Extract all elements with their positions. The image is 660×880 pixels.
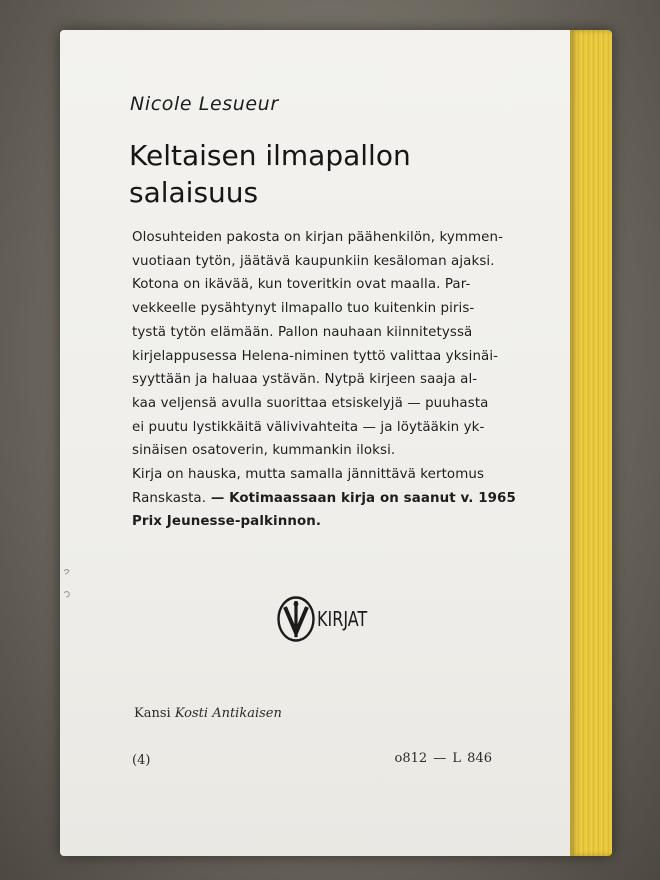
description-line: syyttään ja haluaa ystävän. Nytpä kirjeen saaja al- <box>132 372 478 388</box>
book-title <box>129 137 549 211</box>
title-line: salaisuus <box>129 176 259 209</box>
closing-text-regular: Ranskasta. <box>132 490 207 506</box>
description-line: vuotiaan tytön, jäätävä kaupunkiin kesäloman ajaksi. <box>132 253 495 269</box>
closing-line: Kirja on hauska, mutta samalla jännittävä kertomus <box>132 467 485 483</box>
cover-credit-prefix: Kansi <box>134 706 171 721</box>
publisher-logo-text: KIRJAT <box>317 607 368 631</box>
title-line: Keltaisen ilmapallon <box>129 139 411 172</box>
description-line: Olosuhteiden pakosta on kirjan päähenkilön, kymmen- <box>132 230 504 245</box>
publisher-emblem-icon <box>276 595 316 643</box>
description-line: ei puutu lystikkäitä välivivahteita — ja löytääkin yk- <box>132 419 485 435</box>
book-back-cover <box>60 30 612 856</box>
publisher-logo <box>276 595 380 643</box>
book-spine <box>570 30 612 856</box>
description-line: kirjelappusessa Helena-niminen tyttö valittaa yksinäi- <box>132 348 499 364</box>
award-text: — Kotimaassaan kirja on saanut v. 1965 <box>206 490 516 506</box>
pencil-mark <box>60 565 74 605</box>
description-line: tystä tytön elämään. Pallon nauhaan kiinnitetyssä <box>132 324 473 340</box>
description-line: kaa veljensä avulla suorittaa etsiskelyjä — puuhasta <box>132 395 489 411</box>
description-line: vekkeelle pysähtynyt ilmapallo tuo kuitenkin piris- <box>132 301 475 317</box>
author-name: Nicole Lesueur <box>130 93 279 115</box>
description-line: sinäisen osatoverin, kummankin iloksi. <box>132 443 396 459</box>
description-text <box>132 226 560 534</box>
volume-number: (4) <box>132 753 151 768</box>
cover-artist-name: Kosti Antikaisen <box>174 706 282 721</box>
cover-paper <box>60 30 570 856</box>
closing-line <box>132 487 560 511</box>
catalog-code: o812 — L 846 <box>394 751 492 766</box>
cover-credit <box>134 706 282 721</box>
description-line: Kotona on ikävää, kun toveritkin ovat maalla. Par- <box>132 277 471 293</box>
award-name: Prix Jeunesse-palkinnon. <box>132 514 322 530</box>
